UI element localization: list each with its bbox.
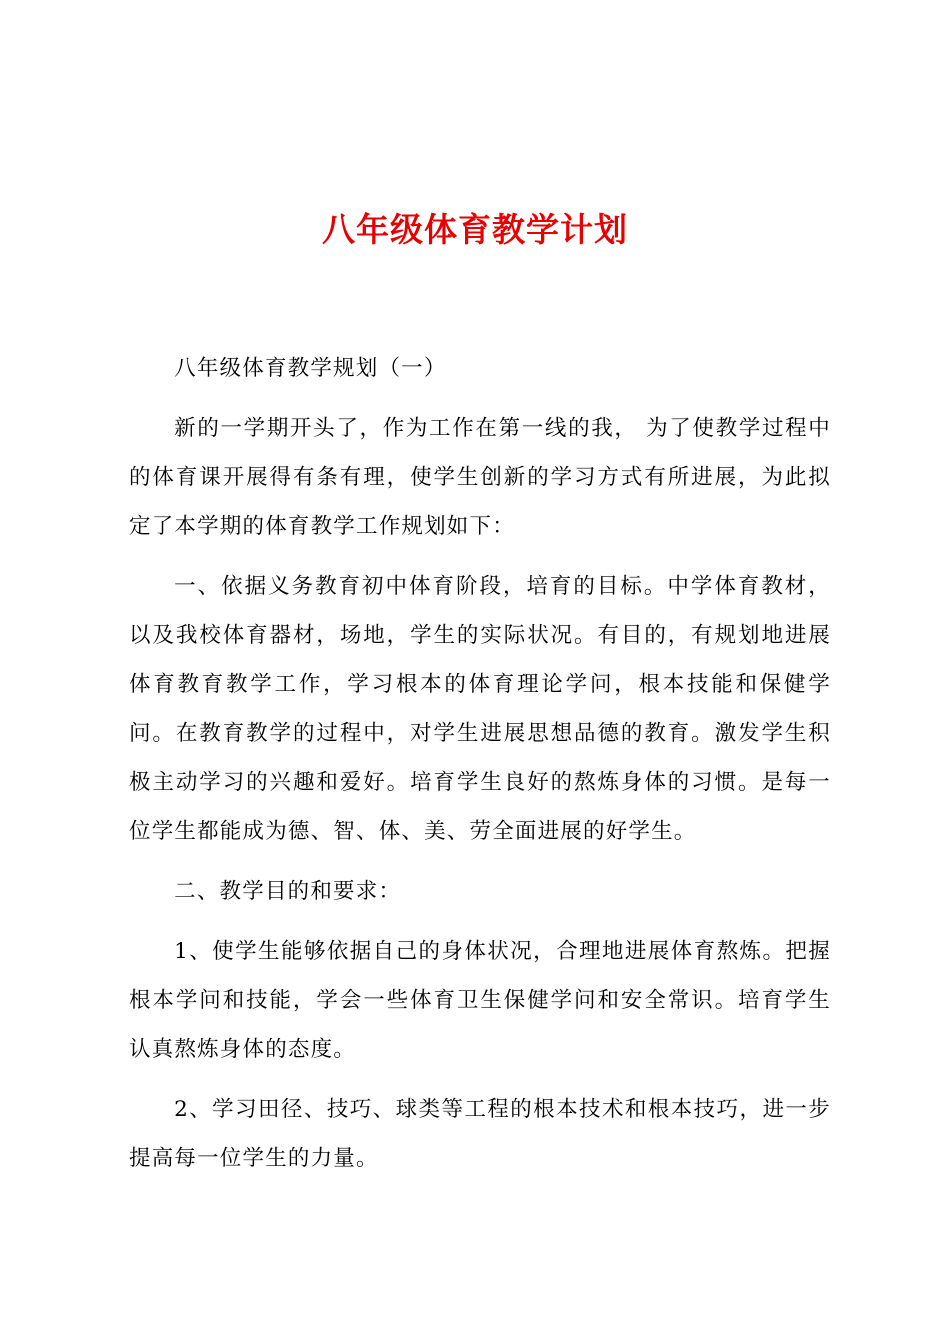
paragraph-item-2: 2、学习田径、技巧、球类等工程的根本技术和根本技巧，进一步提高每一位学生的力量。 bbox=[129, 1097, 831, 1171]
paragraph-item-1: 1、使学生能够依据自己的身体状况，合理地进展体育熬炼。把握根本学问和技能，学会一些体育卫生保健学问和安全常识。培育学生认真熬炼身体的态度。 bbox=[129, 939, 831, 1062]
document-body bbox=[129, 344, 831, 1194]
document-title: 八年级体育教学计划 bbox=[322, 210, 628, 249]
paragraph-section-1: 一、依据义务教育初中体育阶段，培育的目标。中学体育教材，以及我校体育器材，场地，学生的实际状况。有目的，有规划地进展体育教育教学工作，学习根本的体育理论学问，根本技能和保健学问。在教育教学的过程中，对学生进展思想品德的教育。激发学生积极主动学习的兴趣和爱好。培育学生良好的熬炼身体的习惯。是每一位学生都能成为德、智、体、美、劳全面进展的好学生。 bbox=[129, 574, 831, 844]
paragraph-intro: 新的一学期开头了，作为工作在第一线的我， 为了使教学过程中的体育课开展得有条有理，使学生创新的学习方式有所进展，为此拟定了本学期的体育教学工作规划如下： bbox=[129, 416, 831, 539]
paragraph-section-2-heading: 二、教学目的和要求： bbox=[174, 879, 402, 904]
paragraph-subtitle: 八年级体育教学规划（一） bbox=[174, 356, 447, 381]
